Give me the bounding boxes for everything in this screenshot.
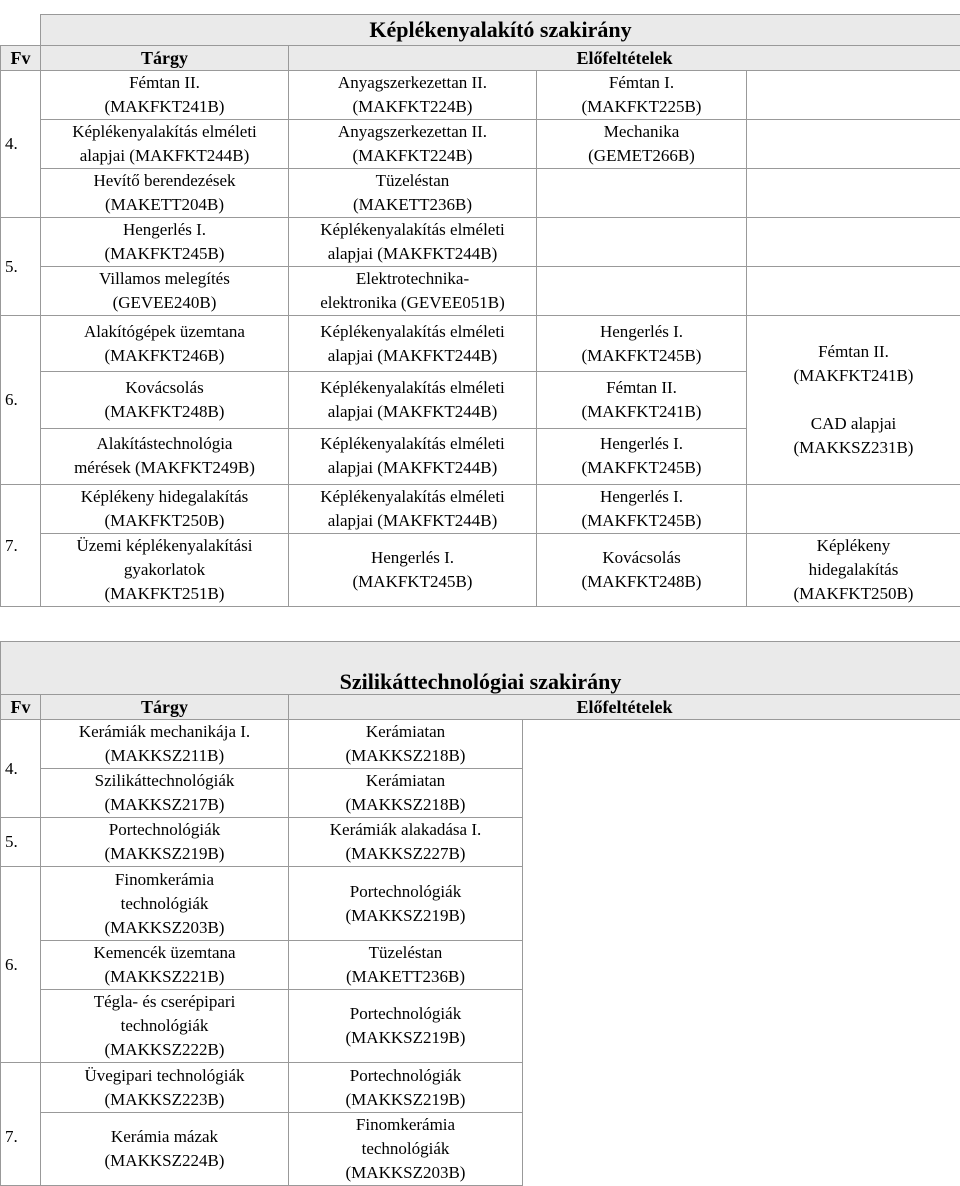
prereq-cell <box>747 485 960 534</box>
prereq-cell: Fémtan II. (MAKFKT241B) <box>537 372 747 428</box>
prereq-cell: Képlékeny hidegalakítás (MAKFKT250B) <box>747 534 960 607</box>
semester-label: 6. <box>1 867 41 1063</box>
prereq-cell: Fémtan I. (MAKFKT225B) <box>537 71 747 120</box>
prereq-item: Fémtan II. (MAKFKT241B) <box>747 340 960 388</box>
subject-cell: Kemencék üzemtana (MAKKSZ221B) <box>41 941 289 990</box>
subject-cell: Villamos melegítés (GEVEE240B) <box>41 267 289 316</box>
prereq-cell: Kerámiatan (MAKKSZ218B) <box>289 720 523 769</box>
prereq-cell: Tüzeléstan (MAKETT236B) <box>289 941 523 990</box>
prereq-cell: Képlékenyalakítás elméleti alapjai (MAKFKT244B) <box>289 372 537 428</box>
subject-cell: Képlékeny hidegalakítás (MAKFKT250B) <box>41 485 289 534</box>
table-row <box>1 71 960 120</box>
prereq-cell: Kerámiatan (MAKKSZ218B) <box>289 769 523 818</box>
prereq-cell <box>747 267 960 316</box>
subject-cell: Portechnológiák (MAKKSZ219B) <box>41 818 289 867</box>
semester-label: 4. <box>1 720 41 818</box>
semester-label: 7. <box>1 485 41 607</box>
prereq-cell: Portechnológiák (MAKKSZ219B) <box>289 867 523 941</box>
prereq-cell: Anyagszerkezettan II. (MAKFKT224B) <box>289 71 537 120</box>
semester-label: 4. <box>1 71 41 218</box>
subject-cell: Szilikáttechnológiák (MAKKSZ217B) <box>41 769 289 818</box>
prereq-item: CAD alapjai (MAKKSZ231B) <box>747 412 960 460</box>
prereq-cell: Anyagszerkezettan II. (MAKFKT224B) <box>289 120 537 169</box>
header-prereq: Előfeltételek <box>289 46 960 71</box>
subject-cell: Alakítógépek üzemtana (MAKFKT246B) <box>41 316 289 372</box>
header-fv: Fv <box>1 695 41 720</box>
subject-cell: Finomkerámia technológiák (MAKKSZ203B) <box>41 867 289 941</box>
prereq-cell: Hengerlés I. (MAKFKT245B) <box>537 485 747 534</box>
prereq-cell <box>747 120 960 169</box>
prereq-cell <box>747 169 960 218</box>
subject-cell: Képlékenyalakítás elméleti alapjai (MAKFKT244B) <box>41 120 289 169</box>
prereq-cell: Hengerlés I. (MAKFKT245B) <box>537 316 747 372</box>
subject-cell: Hevítő berendezések (MAKETT204B) <box>41 169 289 218</box>
subject-cell: Hengerlés I. (MAKFKT245B) <box>41 218 289 267</box>
kepl-szakirany-table <box>0 14 960 607</box>
prereq-cell: Képlékenyalakítás elméleti alapjai (MAKFKT244B) <box>289 316 537 372</box>
prereq-cell: Elektrotechnika- elektronika (GEVEE051B) <box>289 267 537 316</box>
subject-cell: Üzemi képlékenyalakítási gyakorlatok (MAKFKT251B) <box>41 534 289 607</box>
prereq-cell <box>537 218 747 267</box>
prereq-cell: Finomkerámia technológiák (MAKKSZ203B) <box>289 1113 523 1186</box>
prereq-cell <box>747 218 960 267</box>
szilikat-szakirany-table <box>0 641 960 1186</box>
table-row <box>1 485 960 534</box>
prereq-cell: Kovácsolás (MAKFKT248B) <box>537 534 747 607</box>
subject-cell: Üvegipari technológiák (MAKKSZ223B) <box>41 1063 289 1113</box>
semester-label: 5. <box>1 218 41 316</box>
table-row <box>1 534 960 607</box>
prereq-cell: Képlékenyalakítás elméleti alapjai (MAKFKT244B) <box>289 428 537 484</box>
semester-label: 5. <box>1 818 41 867</box>
prereq-cell: Hengerlés I. (MAKFKT245B) <box>537 428 747 484</box>
section-title: Szilikáttechnológiai szakirány <box>1 642 960 695</box>
header-subject: Tárgy <box>41 695 289 720</box>
table-row <box>1 267 960 316</box>
prereq-cell: Képlékenyalakítás elméleti alapjai (MAKFKT244B) <box>289 485 537 534</box>
header-prereq: Előfeltételek <box>289 695 960 720</box>
prereq-cell: Tüzeléstan (MAKETT236B) <box>289 169 537 218</box>
table-row <box>1 169 960 218</box>
subject-cell: Alakítástechnológia mérések (MAKFKT249B) <box>41 428 289 484</box>
subject-cell: Kerámiák mechanikája I. (MAKKSZ211B) <box>41 720 289 769</box>
prereq-cell: Portechnológiák (MAKKSZ219B) <box>289 990 523 1063</box>
subject-cell: Fémtan II. (MAKFKT241B) <box>41 71 289 120</box>
prereq-cell <box>747 71 960 120</box>
table-row <box>1 316 960 372</box>
semester-label: 7. <box>1 1063 41 1186</box>
prereq-cell: Mechanika (GEMET266B) <box>537 120 747 169</box>
header-subject: Tárgy <box>41 46 289 71</box>
empty-area <box>523 720 960 1186</box>
subject-cell: Kerámia mázak (MAKKSZ224B) <box>41 1113 289 1186</box>
blank-corner <box>1 15 41 46</box>
prereq-cell: Hengerlés I. (MAKFKT245B) <box>289 534 537 607</box>
prereq-cell <box>537 169 747 218</box>
table-row <box>1 720 960 769</box>
prereq-cell: Képlékenyalakítás elméleti alapjai (MAKFKT244B) <box>289 218 537 267</box>
prereq-cell: Kerámiák alakadása I. (MAKKSZ227B) <box>289 818 523 867</box>
header-fv: Fv <box>1 46 41 71</box>
table-row <box>1 218 960 267</box>
subject-cell: Tégla- és cserépipari technológiák (MAKKSZ222B) <box>41 990 289 1063</box>
section-title: Képlékenyalakító szakirány <box>41 15 960 46</box>
prereq-cell: Portechnológiák (MAKKSZ219B) <box>289 1063 523 1113</box>
table-row <box>1 120 960 169</box>
prereq-cell <box>537 267 747 316</box>
semester-label: 6. <box>1 316 41 485</box>
prereq-cell <box>747 316 960 485</box>
subject-cell: Kovácsolás (MAKFKT248B) <box>41 372 289 428</box>
